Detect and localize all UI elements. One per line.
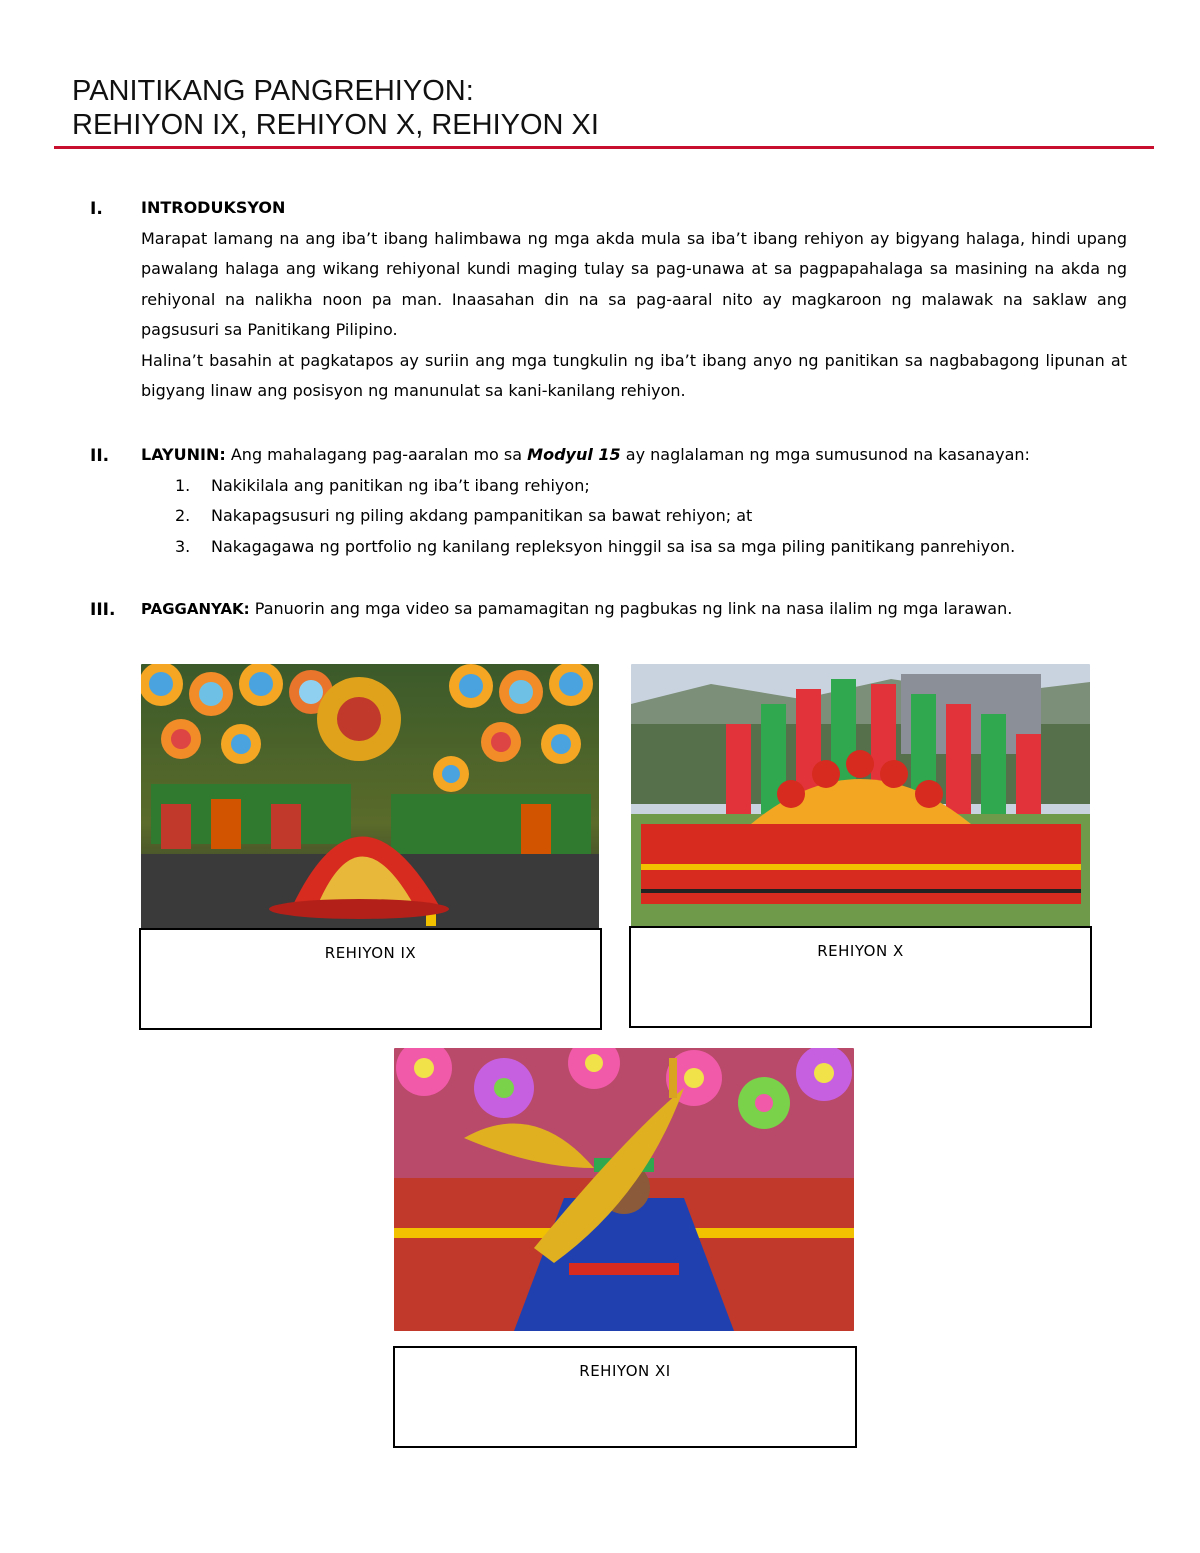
introduksyon-heading: INTRODUKSYON xyxy=(141,198,286,217)
pagganyak-line xyxy=(141,594,1127,625)
section-2-numeral: II. xyxy=(90,446,110,466)
introduksyon-paragraph-2: Halina’t basahin at pagkatapos ay suriin ang mga tungkulin ng iba’t ibang anyo ng panitikan sa nagbabagong lipunan at bigyang linaw ang posisyon ng manunulat sa kani-kanilang rehiyon. xyxy=(141,350,1127,400)
layunin-list xyxy=(141,471,1127,563)
photo-region-9-art xyxy=(141,664,599,930)
title-line-1: PANITIKANG PANGREHIYON: xyxy=(72,75,474,107)
label-region-10: REHIYON X xyxy=(817,942,904,960)
page-title xyxy=(72,74,599,142)
list-item-text: Nakagagawa ng portfolio ng kanilang repleksyon hinggil sa isa sa mga piling panitikang panrehiyon. xyxy=(211,536,1016,556)
photo-region-11-art xyxy=(394,1048,854,1331)
label-box-region-11 xyxy=(393,1346,857,1448)
festival-performer-photo[interactable] xyxy=(394,1048,854,1331)
title-line-2: REHIYON IX, REHIYON X, REHIYON XI xyxy=(72,109,599,141)
layunin-lead-after: ay naglalaman ng mga sumusunod na kasanayan: xyxy=(620,445,1030,464)
label-box-region-9 xyxy=(139,928,602,1030)
list-item-text: Nakikilala ang panitikan ng iba’t ibang rehiyon; xyxy=(211,475,590,495)
pagganyak-heading: PAGGANYAK: xyxy=(141,600,250,618)
layunin-heading: LAYUNIN: xyxy=(141,445,226,464)
section-pagganyak xyxy=(141,594,1127,625)
dancers-red xyxy=(641,824,1081,904)
section-3-numeral: III. xyxy=(90,600,116,620)
list-item-number: 2. xyxy=(175,506,191,525)
festival-dancer-photo[interactable] xyxy=(141,664,599,930)
label-region-11: REHIYON XI xyxy=(579,1362,671,1380)
section-introduksyon xyxy=(141,193,1127,407)
pagganyak-text: Panuorin ang mga video sa pamamagitan ng pagbukas ng link na nasa ilalim ng mga larawan. xyxy=(249,599,1013,618)
section-1-numeral: I. xyxy=(90,199,103,219)
list-item xyxy=(141,471,1127,502)
label-region-9: REHIYON IX xyxy=(324,944,417,962)
layunin-module-name: Modyul 15 xyxy=(527,445,621,464)
list-item-number: 3. xyxy=(175,536,191,556)
label-box-region-10 xyxy=(629,926,1092,1028)
section-layunin xyxy=(141,440,1127,562)
list-item xyxy=(141,532,1127,563)
layunin-lead xyxy=(141,440,1127,471)
list-item-number: 1. xyxy=(175,475,191,495)
photo-region-10-art xyxy=(631,664,1090,928)
introduksyon-paragraph-1: Marapat lamang na ang iba’t ibang halimbawa ng mga akda mula sa iba’t ibang rehiyon ay bigyang halaga, hindi upang pawalang halaga ang wikang rehiyonal kundi maging tulay sa pag-unawa at sa pagpapahalaga sa masining na akda ng rehiyonal na nalikha noon pa man. Inaasahan din na sa pag-aaral nito ay magkaroon ng malawak na saklaw ang pagsusuri sa Panitikang Pilipino. xyxy=(141,228,1127,339)
title-divider xyxy=(54,146,1154,149)
layunin-lead-before: Ang mahalagang pag-aaralan mo sa xyxy=(225,445,528,464)
list-item xyxy=(141,501,1127,532)
list-item-text: Nakapagsusuri ng piling akdang pampanitikan sa bawat rehiyon; at xyxy=(211,506,753,525)
festival-parade-photo[interactable] xyxy=(631,664,1090,928)
